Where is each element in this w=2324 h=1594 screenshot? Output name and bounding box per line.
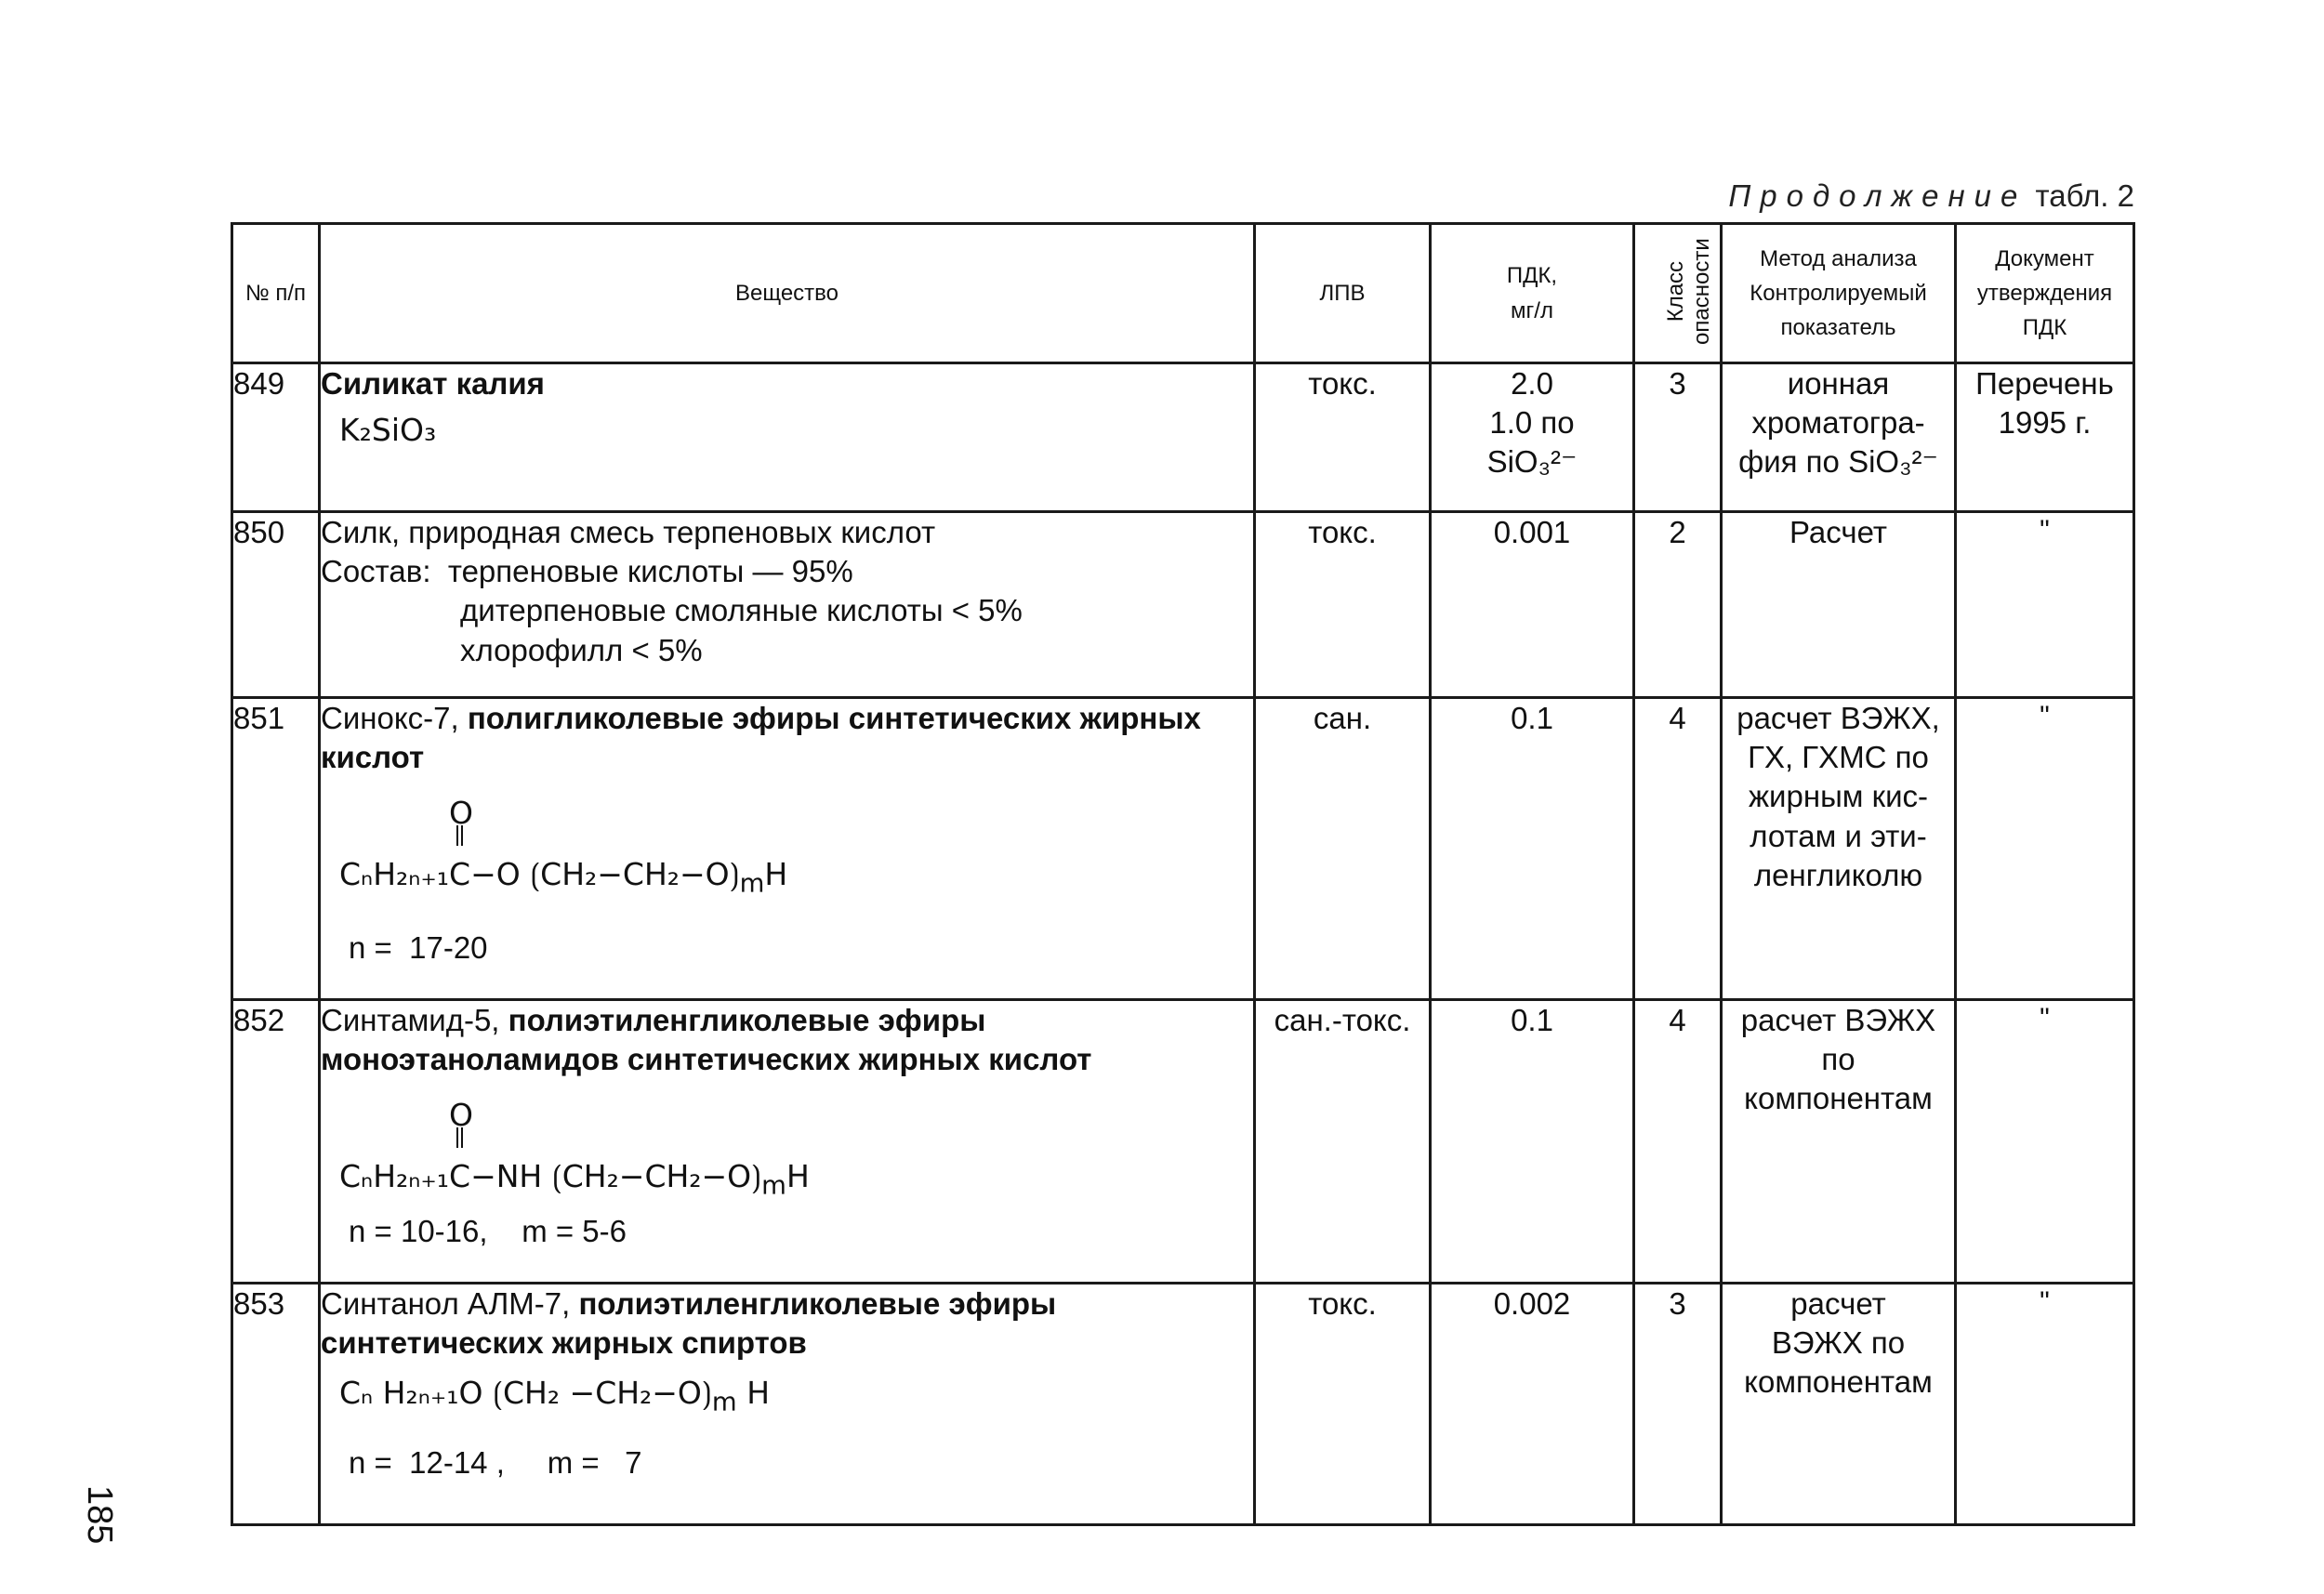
substance-name: Синтамид-5, полиэтиленгликолевые эфиры моноэтаноламидов синтетических жирных кислот [321, 1003, 1092, 1077]
caption-prefix: Продолжение [1728, 178, 2027, 213]
lpv-cell: сан. [1255, 698, 1431, 1000]
substance-table [231, 222, 2135, 1526]
method-cell: Расчет [1722, 512, 1956, 698]
table-row [232, 363, 2134, 512]
document-cell: " [1956, 698, 2134, 1000]
structural-formula: CₙH₂ₙ₊₁ O C−O $⟮CH_2-CH_2-O⟯_mH$ [339, 795, 788, 900]
header-lpv: ЛПВ [1255, 224, 1431, 363]
method-cell: расчет ВЭЖХ, ГХ, ГХМС по жирным кис- лотам и эти- ленгликолю [1722, 698, 1956, 1000]
row-number: 853 [232, 1284, 320, 1525]
header-num: № п/п [232, 224, 320, 363]
row-number: 850 [232, 512, 320, 698]
hazard-cell: 2 [1634, 512, 1722, 698]
pdk-cell: 2.0 1.0 по SiO₃²⁻ [1431, 363, 1634, 512]
pdk-cell: 0.1 [1431, 1000, 1634, 1284]
substance-cell [320, 1284, 1255, 1525]
row-number: 849 [232, 363, 320, 512]
substance-cell [320, 363, 1255, 512]
substance-name: Силк, природная смесь терпеновых кислот [321, 515, 936, 549]
table-row [232, 1000, 2134, 1284]
method-cell: ионная хроматогра- фия по SiO₃²⁻ [1722, 363, 1956, 512]
lpv-cell: токс. [1255, 1284, 1431, 1525]
substance-cell [320, 512, 1255, 698]
caption-suffix: табл. 2 [2035, 178, 2134, 213]
substance-cell [320, 698, 1255, 1000]
n-range: n = 12-14 , m = 7 [349, 1445, 642, 1481]
row-number: 852 [232, 1000, 320, 1284]
substance-name: Синокс-7, полигликолевые эфиры синтетических жирных кислот [321, 701, 1201, 775]
header-document: Документ утверждения ПДК [1956, 224, 2134, 363]
hazard-cell: 4 [1634, 1000, 1722, 1284]
composition: Состав: терпеновые кислоты — 95% дитерпеновые смоляные кислоты < 5% хлорофилл < 5% [321, 554, 1023, 667]
header-pdk: ПДК, мг/л [1431, 224, 1634, 363]
hazard-cell: 4 [1634, 698, 1722, 1000]
hazard-cell: 3 [1634, 363, 1722, 512]
document-cell: " [1956, 1000, 2134, 1284]
document-cell: " [1956, 512, 2134, 698]
header-hazard-class: Класс опасности [1634, 224, 1722, 363]
structural-formula: CₙH₂ₙ₊₁ O C−NH $⟮CH_2-CH_2-O⟯_mH$ [339, 1097, 810, 1202]
header-method: Метод анализа Контролируемый показатель [1722, 224, 1956, 363]
lpv-cell: токс. [1255, 363, 1431, 512]
page-number: 185 [80, 1485, 119, 1545]
header-substance: Вещество [320, 224, 1255, 363]
pdk-cell: 0.1 [1431, 698, 1634, 1000]
pdk-cell: 0.002 [1431, 1284, 1634, 1525]
header-row [232, 224, 2134, 363]
n-range: n = 17-20 [349, 930, 488, 966]
chemical-formula: K₂SiO₃ [339, 412, 437, 449]
pdk-cell: 0.001 [1431, 512, 1634, 698]
table-caption [1728, 178, 2134, 214]
structural-formula: Cₙ H₂ₙ₊₁O ⟮CH₂ $-CH_2-O⟯_m$ H [339, 1375, 771, 1418]
substance-cell [320, 1000, 1255, 1284]
substance-name: Силикат калия [321, 366, 545, 401]
n-range: n = 10-16, m = 5-6 [349, 1214, 627, 1249]
document-cell: Перечень 1995 г. [1956, 363, 2134, 512]
method-cell: расчет ВЭЖХ по компонентам [1722, 1284, 1956, 1525]
document-cell: " [1956, 1284, 2134, 1525]
table-row [232, 512, 2134, 698]
lpv-cell: сан.-токс. [1255, 1000, 1431, 1284]
substance-name: Синтанол АЛМ-7, полиэтиленгликолевые эфиры синтетических жирных спиртов [321, 1286, 1057, 1361]
table-row [232, 1284, 2134, 1525]
table-row [232, 698, 2134, 1000]
row-number: 851 [232, 698, 320, 1000]
lpv-cell: токс. [1255, 512, 1431, 698]
method-cell: расчет ВЭЖХ по компонентам [1722, 1000, 1956, 1284]
hazard-cell: 3 [1634, 1284, 1722, 1525]
